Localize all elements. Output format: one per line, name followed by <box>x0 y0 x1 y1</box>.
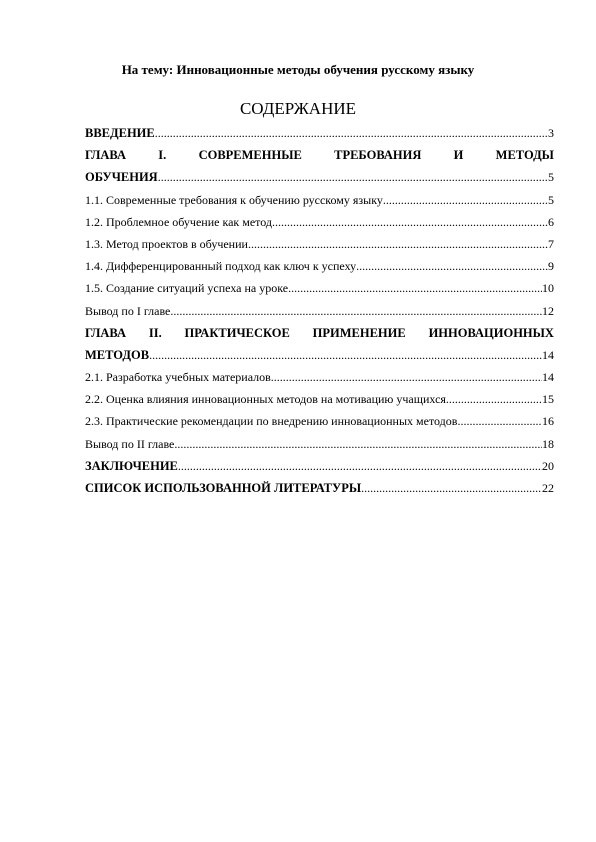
toc-title: СОДЕРЖАНИЕ <box>239 99 357 118</box>
toc-entry-chapter-2-line1 <box>85 326 554 348</box>
chapter-word: I. <box>158 148 167 163</box>
chapter-word: ГЛАВА <box>85 148 126 163</box>
toc-entry-chapter-2-line2 <box>85 348 554 370</box>
chapter-word: СОВРЕМЕННЫЕ <box>198 148 302 163</box>
toc-entry-label: 1.1. Современные требования к обучению русскому языку <box>85 192 383 207</box>
toc-entry-chapter-1-line2 <box>85 170 554 192</box>
dot-leader <box>170 304 542 319</box>
toc-page-number: 15 <box>542 392 554 407</box>
dot-leader <box>361 481 542 496</box>
toc-entry-conclusion <box>85 459 554 481</box>
chapter-word: ПРАКТИЧЕСКОЕ <box>184 325 290 340</box>
toc-entry-1-3 <box>85 237 554 259</box>
toc-entry-label: 2.3. Практические рекомендации по внедрению инновационных методов <box>85 414 458 429</box>
toc-entry-1-4 <box>85 259 554 281</box>
toc-page-number: 16 <box>542 414 554 429</box>
chapter-word: ПРИМЕНЕНИЕ <box>312 325 406 340</box>
toc-page-number: 22 <box>542 481 554 495</box>
toc-page-number: 9 <box>548 259 554 274</box>
toc-entry-conclusion-ch2 <box>85 437 554 459</box>
toc-page-number: 6 <box>548 214 554 229</box>
toc-entry-label: МЕТОДОВ <box>85 347 150 362</box>
dot-leader <box>383 193 548 208</box>
dot-leader <box>457 414 542 429</box>
chapter-word: И <box>453 148 464 163</box>
toc-entry-label: Вывод по II главе <box>85 436 175 451</box>
toc-entry-label: 1.3. Метод проектов в обучении <box>85 236 248 251</box>
dot-leader <box>149 348 542 363</box>
toc-page-number: 14 <box>542 347 554 362</box>
toc-page-number: 20 <box>542 458 554 473</box>
dot-leader <box>248 237 548 252</box>
toc-entry-1-2 <box>85 215 554 237</box>
chapter-word: ТРЕБОВАНИЯ <box>334 148 422 163</box>
toc-entry-1-1 <box>85 193 554 215</box>
chapter-word: ГЛАВА <box>85 325 126 340</box>
chapter-word: ИННОВАЦИОННЫХ <box>428 325 554 340</box>
toc-page-number: 12 <box>542 303 554 318</box>
toc-page-number: 5 <box>548 192 554 207</box>
chapter-word: МЕТОДЫ <box>495 148 554 163</box>
toc-page-number: 18 <box>542 436 554 451</box>
toc-page-number: 7 <box>548 236 554 251</box>
toc-page-number: 14 <box>542 370 554 385</box>
document-topic: На тему: Инновационные методы обучения русскому языку <box>121 62 475 77</box>
toc-entry-1-5 <box>85 281 554 303</box>
toc-entry-label: СПИСОК ИСПОЛЬЗОВАННОЙ ЛИТЕРАТУРЫ <box>85 481 362 495</box>
dot-leader <box>356 259 548 274</box>
toc-entry-label: 1.4. Дифференцированный подход как ключ к успеху <box>85 259 357 274</box>
toc-page-number: 5 <box>548 170 554 185</box>
chapter-word: II. <box>148 325 162 340</box>
toc-entry-label: 1.2. Проблемное обучение как метод <box>85 214 273 229</box>
toc-entry-label: ВВЕДЕНИЕ <box>85 126 155 140</box>
toc-entry-label: ОБУЧЕНИЯ <box>85 170 158 185</box>
toc-entry-label: 2.1. Разработка учебных материалов <box>85 370 271 385</box>
toc-entry-2-1 <box>85 370 554 392</box>
dot-leader <box>446 392 542 407</box>
toc-page-number: 10 <box>542 281 554 296</box>
dot-leader <box>288 281 542 296</box>
table-of-contents <box>85 126 554 503</box>
dot-leader <box>178 459 542 474</box>
toc-page-number: 3 <box>548 126 554 140</box>
toc-entry-label: 1.5. Создание ситуаций успеха на уроке <box>85 281 289 296</box>
toc-entry-2-2 <box>85 392 554 414</box>
toc-entry-conclusion-ch1 <box>85 304 554 326</box>
toc-entry-references <box>85 481 554 503</box>
toc-entry-label: ЗАКЛЮЧЕНИЕ <box>85 458 178 473</box>
dot-leader <box>158 170 548 185</box>
toc-entry-chapter-1-line1 <box>85 148 554 170</box>
toc-entry-label: 2.2. Оценка влияния инновационных методов на мотивацию учащихся <box>85 392 446 407</box>
toc-entry-label: Вывод по I главе <box>85 303 171 318</box>
toc-entry-intro <box>85 126 554 148</box>
dot-leader <box>155 126 548 141</box>
dot-leader <box>271 370 542 385</box>
dot-leader <box>272 215 548 230</box>
dot-leader <box>174 437 542 452</box>
toc-entry-2-3 <box>85 414 554 436</box>
